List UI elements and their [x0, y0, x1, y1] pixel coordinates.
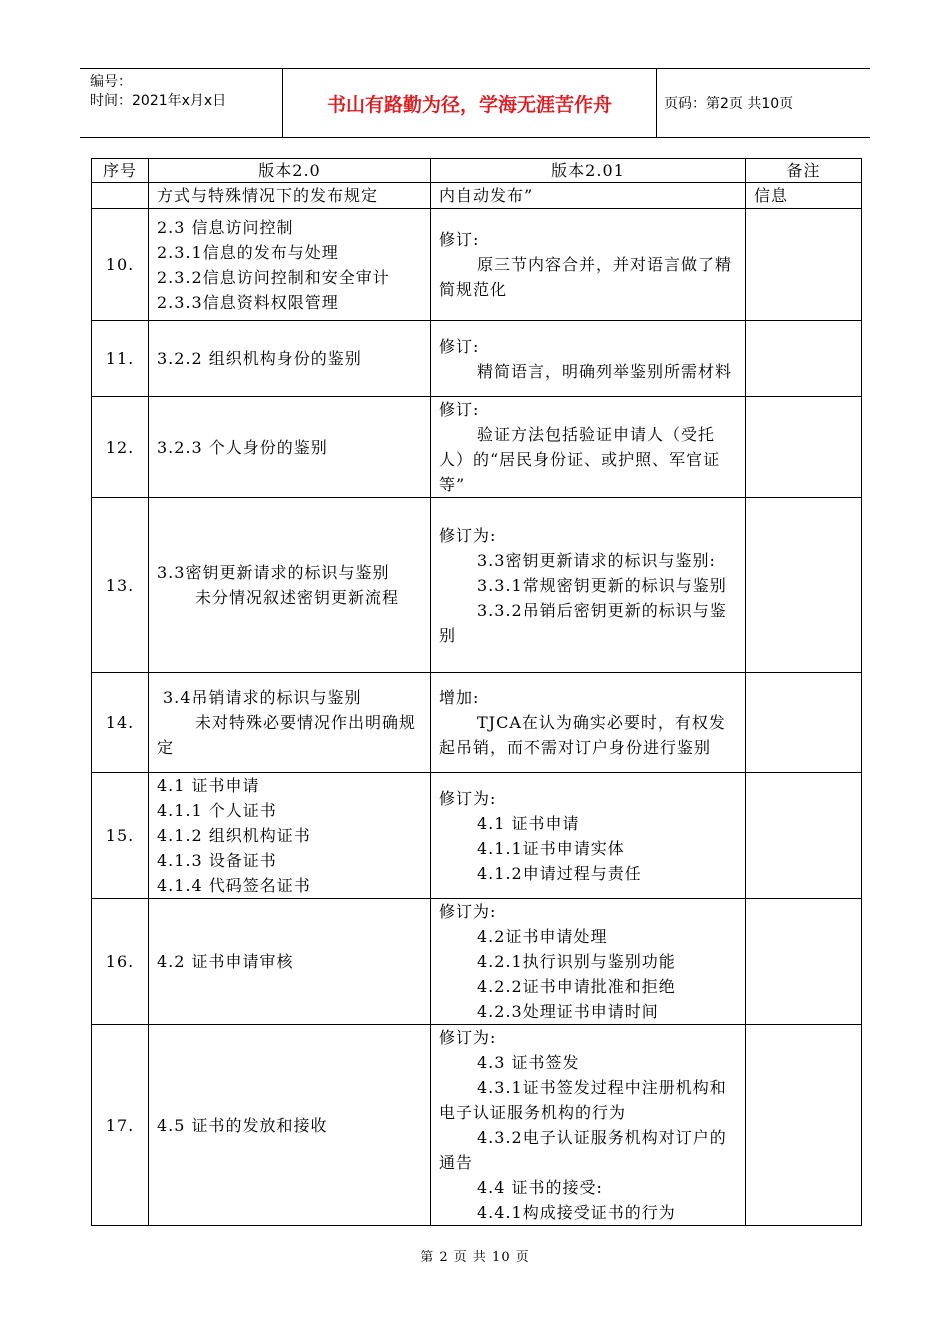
cell-note: [746, 397, 862, 498]
v20-line: 2.3.2信息访问控制和安全审计: [157, 267, 390, 287]
v201-paragraph: 4.3.2电子认证服务机构对订户的通告: [439, 1128, 727, 1172]
column-header-note: 备注: [746, 159, 862, 183]
v20-line: 2.3.3信息资料权限管理: [157, 292, 339, 312]
table-header-row: [92, 159, 862, 183]
cell-v20: [149, 498, 431, 673]
cell-note: [746, 209, 862, 321]
cell-seq: [92, 183, 149, 209]
column-header-v201: 版本2.01: [431, 159, 746, 183]
v20-title: 3.3密钥更新请求的标识与鉴别: [157, 563, 390, 582]
v20-line: 3.2.2 组织机构身份的鉴别: [157, 349, 362, 368]
v201-item: 4.2证书申请处理: [477, 927, 608, 946]
page-header: [80, 68, 870, 138]
v201-heading: 修订为:: [439, 788, 497, 808]
cell-seq: 12.: [92, 397, 149, 498]
v201-item: 4.4.1构成接受证书的行为: [477, 1203, 676, 1222]
header-meta: [80, 69, 281, 137]
v20-line: 4.1.4 代码签名证书: [157, 876, 311, 895]
cell-v20: 方式与特殊情况下的发布规定: [149, 183, 431, 209]
table-row: [92, 397, 862, 498]
revision-table: [91, 158, 862, 1226]
cell-v201: [431, 321, 746, 397]
cell-note: [746, 1025, 862, 1226]
cell-note: 信息: [746, 183, 862, 209]
v201-item: 4.2.2证书申请批准和拒绝: [477, 977, 676, 996]
cell-note: [746, 498, 862, 673]
v201-paragraph: 3.3.1常规密钥更新的标识与鉴别: [477, 575, 727, 595]
cell-v201: [431, 673, 746, 773]
cell-seq: 13.: [92, 498, 149, 673]
cell-v201: 内自动发布”: [431, 183, 746, 209]
v20-line: 3.2.3 个人身份的鉴别: [157, 437, 328, 457]
cell-note: [746, 673, 862, 773]
cell-note: [746, 899, 862, 1025]
v201-heading: 修订为:: [439, 525, 497, 545]
cell-v201: [431, 1025, 746, 1226]
v201-heading: 修订为:: [439, 902, 497, 921]
cell-v20: [149, 1025, 431, 1226]
v201-heading: 增加:: [439, 688, 480, 707]
v20-paragraph: 未分情况叙述密钥更新流程: [195, 588, 400, 607]
v20-line: 2.3 信息访问控制: [157, 217, 294, 237]
cell-seq: 11.: [92, 321, 149, 397]
v20-title: 3.4吊销请求的标识与鉴别: [163, 688, 362, 707]
table-row: [92, 773, 862, 899]
cell-note: [746, 321, 862, 397]
v201-heading: 修订:: [439, 400, 480, 419]
page-footer: 第 2 页 共 10 页: [420, 1250, 530, 1265]
v20-line: 4.1 证书申请: [157, 776, 260, 795]
cell-seq: 16.: [92, 899, 149, 1025]
v201-heading: 修订:: [439, 336, 480, 356]
v201-paragraph: 验证方法包括验证申请人（受托人）的“居民身份证、或护照、军官证等”: [439, 425, 721, 494]
header-motto: 书山有路勤为径，学海无涯苦作舟: [282, 69, 657, 137]
table-row: [92, 1025, 862, 1226]
v201-paragraph: 3.3密钥更新请求的标识与鉴别:: [477, 550, 716, 570]
v201-heading: 修订为:: [439, 1028, 497, 1047]
cell-seq: 10.: [92, 209, 149, 321]
cell-note: [746, 773, 862, 899]
v20-line: 4.1.2 组织机构证书: [157, 826, 311, 845]
cell-v20: [149, 673, 431, 773]
table-row: [92, 498, 862, 673]
cell-v20: [149, 209, 431, 321]
v20-line: 4.2 证书申请审核: [157, 952, 294, 971]
v201-item: 4.4 证书的接受:: [477, 1178, 603, 1197]
v201-item: 4.2.1执行识别与鉴别功能: [477, 952, 676, 971]
cell-v20: [149, 899, 431, 1025]
table-row: [92, 209, 862, 321]
document-date-label: 时间：2021年x月x日: [90, 93, 227, 109]
cell-v201: [431, 899, 746, 1025]
document-number-label: 编号：: [90, 74, 132, 90]
table-row-continued: [92, 183, 862, 209]
cell-v20: [149, 397, 431, 498]
column-header-seq: 序号: [92, 159, 149, 183]
cell-v201: [431, 773, 746, 899]
v201-item: 4.3 证书签发: [477, 1053, 580, 1072]
v201-item: 4.2.3处理证书申请时间: [477, 1002, 659, 1021]
table-row: [92, 899, 862, 1025]
v201-paragraph: 原三节内容合并，并对语言做了精简规范化: [439, 255, 733, 299]
cell-v20: [149, 773, 431, 899]
cell-v201: [431, 209, 746, 321]
v20-line: 4.1.3 设备证书: [157, 851, 277, 870]
v201-paragraph: 3.3.2吊销后密钥更新的标识与鉴别: [439, 600, 727, 645]
table-row: [92, 673, 862, 773]
column-header-v20: 版本2.0: [149, 159, 431, 183]
v201-paragraph: TJCA在认为确实必要时，有权发起吊销，而不需对订户身份进行鉴别: [439, 713, 726, 757]
table-row: [92, 321, 862, 397]
cell-seq: 15.: [92, 773, 149, 899]
v201-item: 4.1.2申请过程与责任: [477, 863, 642, 883]
v20-paragraph: 未对特殊必要情况作出明确规定: [157, 713, 417, 757]
v201-item: 4.1 证书申请: [477, 813, 580, 833]
cell-seq: 14.: [92, 673, 149, 773]
cell-seq: 17.: [92, 1025, 149, 1226]
v20-line: 2.3.1信息的发布与处理: [157, 242, 339, 262]
cell-v20: [149, 321, 431, 397]
v201-paragraph: 4.3.1证书签发过程中注册机构和电子认证服务机构的行为: [439, 1078, 727, 1122]
v20-line: 4.5 证书的发放和接收: [157, 1115, 328, 1135]
cell-v201: [431, 498, 746, 673]
v201-item: 4.1.1证书申请实体: [477, 838, 625, 858]
cell-v201: [431, 397, 746, 498]
v201-heading: 修订:: [439, 230, 480, 249]
v20-line: 4.1.1 个人证书: [157, 801, 277, 820]
header-page-number: 页码：第2页 共10页: [664, 96, 794, 112]
v201-paragraph: 精简语言，明确列举鉴别所需材料: [477, 361, 733, 381]
